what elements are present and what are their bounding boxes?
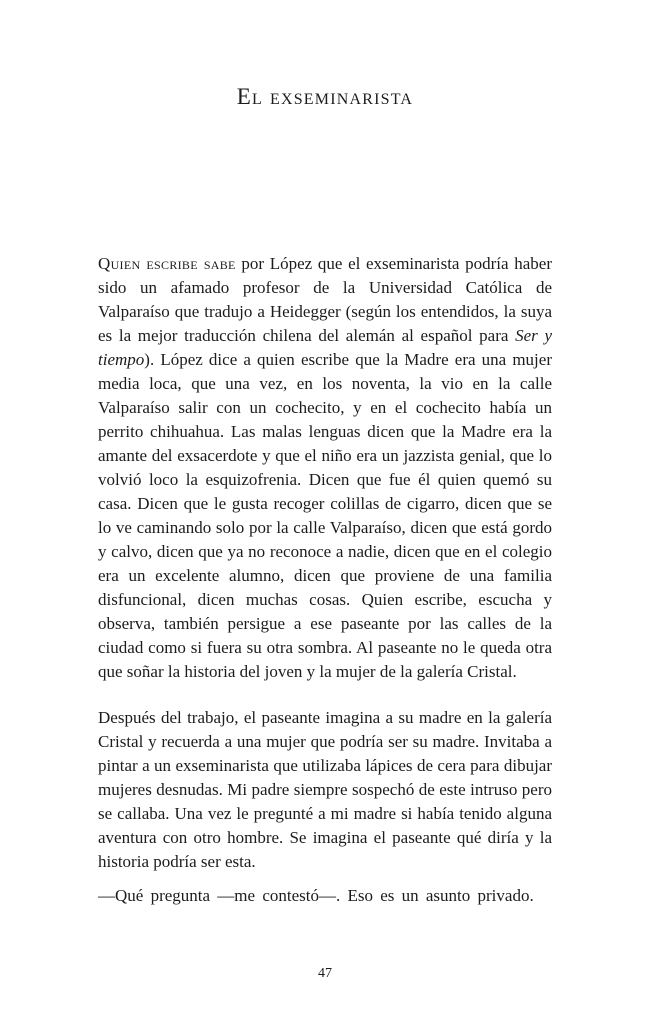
paragraph-2-text: Después del trabajo, el paseante imagina a su madre en la galería Cristal y recuerda a una mujer que podría ser su madre. Invitaba a pintar a un exseminarista que utilizaba lápices de cera para dibujar mujeres desnudas. Mi padre siempre sospechó de este intruso pero se callaba. Una vez le pregunté a mi madre si había tenido alguna aventura con otro hombre. Se imagina el paseante qué diría y la historia podría ser esta. (98, 708, 552, 871)
book-title-italic: Ser y tiempo (98, 326, 552, 369)
chapter-title: El exseminarista (236, 84, 414, 109)
lead-smallcaps: Quien escribe sabe (98, 254, 236, 273)
paragraph-1 (98, 252, 552, 684)
paragraph-1-text-b: ). López dice a quien escribe que la Madre era una mujer media loca, que una vez, en los noventa, la vio en la calle Valparaíso salir con un cochecito, y en el cochecito había un perrito chihuahua. Las malas lenguas dicen que la Madre era la amante del exsacerdote y que el niño era un jazzista genial, que lo volvió loco la esquizofrenia. Dicen que fue él quien quemó su casa. Dicen que le gusta recoger colillas de cigarro, dicen que se lo ve caminando solo por la calle Valparaíso, dicen que está gordo y calvo, dicen que ya no reconoce a nadie, dicen que en el colegio era un excelente alumno, dicen que proviene de una familia disfuncional, dicen muchas cosas. Quien escribe, escucha y observa, también persigue a ese paseante por las calles de la ciudad como si fuera su otra sombra. Al paseante no le queda otra que soñar la historia del joven y la mujer de la galería Cristal. (98, 350, 552, 681)
paragraph-1-text (98, 252, 552, 684)
paragraph-2 (98, 706, 552, 874)
dialogue-line: —Qué pregunta —me contestó—. Eso es un asunto privado. (98, 886, 534, 905)
page-number: 47 (318, 966, 332, 981)
paragraph-1-text-a: por López que el exseminarista podría haber sido un afamado profesor de la Universidad Católica de Valparaíso que tradujo a Heidegger (según los entendidos, la suya es la mejor traducción chilena del alemán al español para (98, 254, 552, 345)
